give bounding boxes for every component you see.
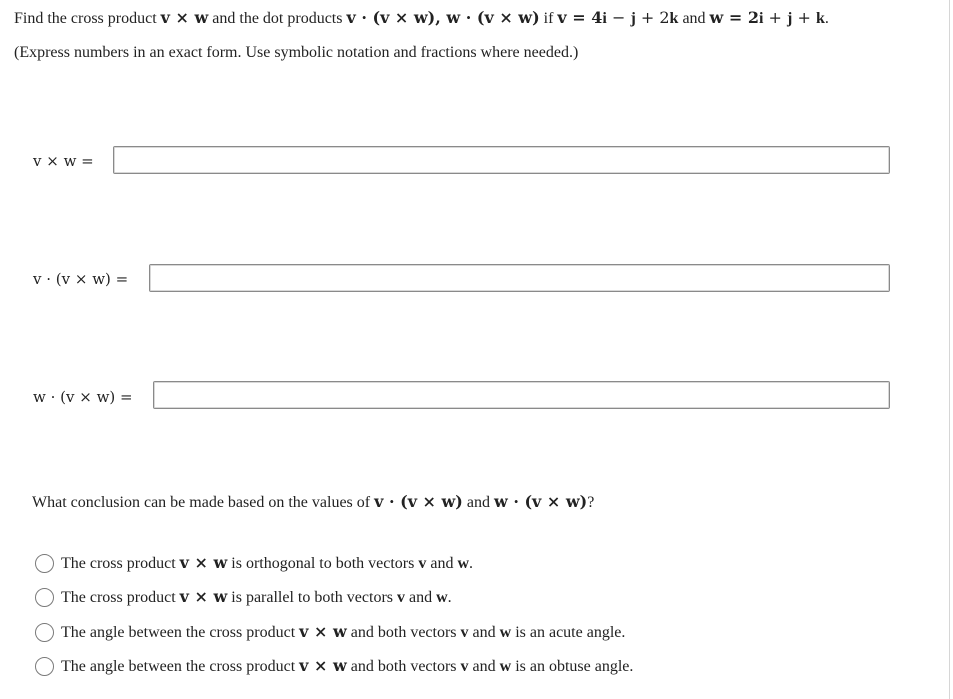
conclusion-text: and <box>462 494 494 511</box>
option-text: and <box>468 657 500 675</box>
option-cross-expr: v × w <box>299 621 347 641</box>
conclusion-expr-1: v · (v × w) <box>374 492 463 511</box>
question-line-1 <box>14 8 829 29</box>
radio-button[interactable] <box>35 554 54 573</box>
option-text: The angle between the cross product <box>61 623 300 641</box>
option-vector-v: v <box>460 623 469 641</box>
option-acute[interactable] <box>35 621 625 643</box>
radio-button[interactable] <box>35 588 54 607</box>
w-dot-cross-input[interactable] <box>153 381 890 409</box>
option-cross-expr: v × w <box>179 552 228 572</box>
v-dot-cross-label: v · (v × w) = <box>33 270 129 288</box>
option-text: and <box>468 623 500 641</box>
option-orthogonal[interactable] <box>35 552 473 574</box>
option-vector-w: w <box>499 623 512 641</box>
question-dot-expr-1: v · (v × w), <box>346 8 447 27</box>
question-cross-expr: v × w <box>160 8 209 27</box>
math-operator: + 2 <box>635 8 670 27</box>
unit-j: j <box>630 10 636 27</box>
question-text: Find the cross product <box>14 10 161 27</box>
option-label <box>61 622 625 643</box>
option-text: The cross product <box>61 588 180 606</box>
math-operator: + <box>792 8 816 27</box>
question-dot-expr-2: w · (v × w) <box>446 8 540 27</box>
option-text: . <box>469 554 474 572</box>
question-instructions: (Express numbers in an exact form. Use symbolic notation and fractions where needed.) <box>14 44 579 61</box>
question-text: if <box>539 10 558 27</box>
conclusion-expr-2: w · (v × w) <box>493 492 588 511</box>
option-text: The cross product <box>61 554 180 572</box>
math-operator: + <box>763 8 788 27</box>
conclusion-text: What conclusion can be made based on the values of <box>32 494 375 511</box>
option-text: The angle between the cross product <box>61 657 300 675</box>
option-cross-expr: v × w <box>299 655 347 675</box>
option-label <box>61 587 452 608</box>
math-operator: − <box>606 8 631 27</box>
radio-button[interactable] <box>35 657 54 676</box>
option-vector-w: w <box>457 554 470 572</box>
unit-i: i <box>759 10 764 27</box>
cross-product-label: v × w = <box>33 152 94 170</box>
conclusion-question <box>32 492 594 513</box>
option-vector-w: w <box>436 588 448 606</box>
option-text: is an obtuse angle. <box>511 657 634 675</box>
option-text: and <box>426 554 458 572</box>
option-label <box>61 553 473 574</box>
page-right-border <box>949 0 950 699</box>
conclusion-text: ? <box>587 494 595 511</box>
option-cross-expr: v × w <box>179 586 228 606</box>
option-text: and both vectors <box>346 623 461 641</box>
option-text: . <box>447 588 452 606</box>
option-obtuse[interactable] <box>35 655 633 677</box>
unit-i: i <box>602 10 607 27</box>
option-parallel[interactable] <box>35 586 452 608</box>
option-vector-v: v <box>397 588 405 606</box>
unit-j: j <box>787 10 793 27</box>
v-dot-cross-input[interactable] <box>149 264 890 292</box>
option-text: is parallel to both vectors <box>227 588 397 606</box>
unit-k: k <box>669 10 679 27</box>
option-text: is an acute angle. <box>511 623 626 641</box>
cross-product-input[interactable] <box>113 146 890 174</box>
option-vector-v: v <box>418 554 427 572</box>
vector-v-definition: v = 4 <box>557 8 603 27</box>
question-text: and the dot products <box>208 10 347 27</box>
unit-k: k <box>815 10 825 27</box>
option-vector-v: v <box>460 657 469 675</box>
option-text: and both vectors <box>346 657 461 675</box>
option-text: is orthogonal to both vectors <box>227 554 419 572</box>
option-vector-w: w <box>499 657 512 675</box>
option-text: and <box>405 588 437 606</box>
vector-w-definition: w = 2 <box>709 8 759 27</box>
question-text: and <box>678 10 710 27</box>
radio-button[interactable] <box>35 623 54 642</box>
question-text: . <box>824 10 829 27</box>
w-dot-cross-label: w · (v × w) = <box>33 388 133 406</box>
option-label <box>61 656 633 677</box>
